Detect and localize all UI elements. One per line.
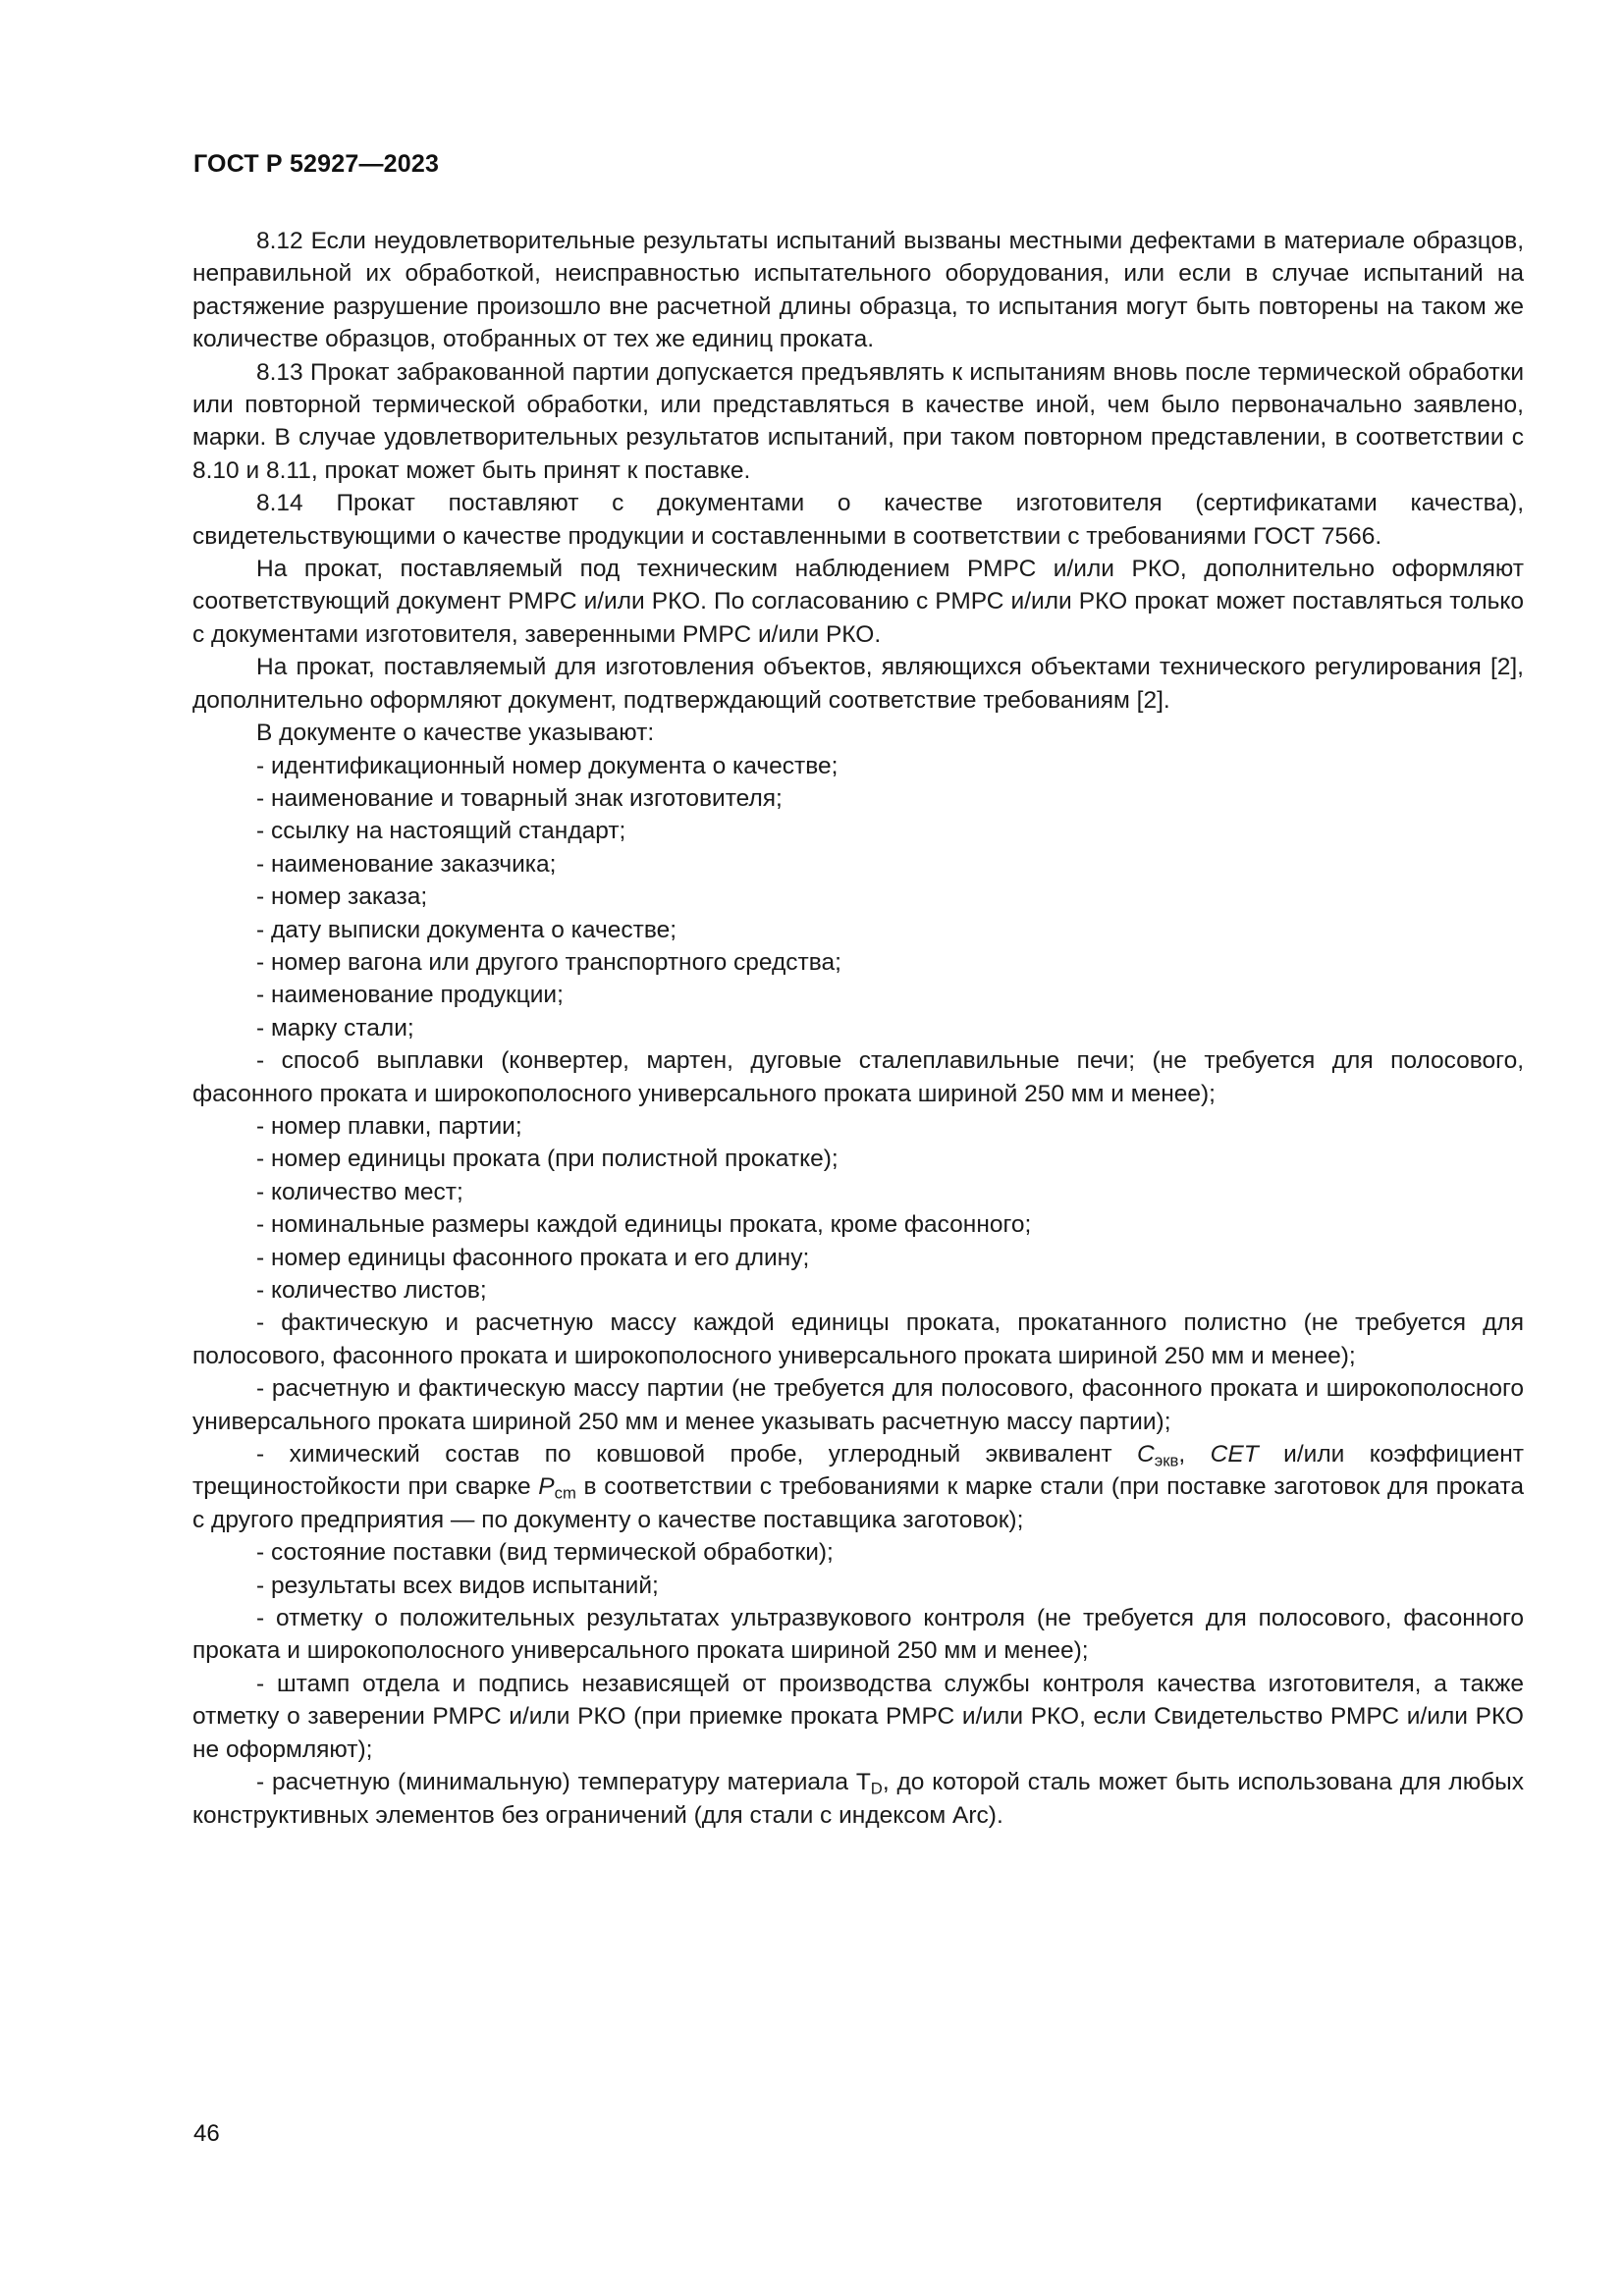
list-item: - номинальные размеры каждой единицы проката, кроме фасонного;: [256, 1211, 1032, 1239]
list-item: - наименование продукции;: [256, 982, 564, 1009]
list-item: - номер единицы фасонного проката и его длину;: [256, 1244, 810, 1271]
carbon-equivalent-symbol: С: [1137, 1441, 1155, 1468]
list-item: - результаты всех видов испытаний;: [256, 1572, 659, 1599]
list-item: - номер единицы проката (при полистной прокатке);: [256, 1146, 839, 1173]
pcm-subscript: cm: [554, 1484, 576, 1504]
clause-8-13: 8.13 Прокат забракованной партии допускается предъявлять к испытаниям вновь после термической обработки или повторной термической обработки, или представляться в качестве иной, чем было первоначально заявлено, марки. В случае удовлетворительных результатов испытаний, при таком повторном представлении, в соответствии с 8.10 и 8.11, прокат может быть принят к поставке.: [192, 358, 1524, 484]
temperature-subscript: D: [870, 1779, 883, 1798]
paragraph-rmrs-supervision: На прокат, поставляемый под техническим наблюдением РМРС и/или РКО, дополнительно оформляют соответствующий документ РМРС и/или РКО. По согласованию с РМРС и/или РКО прокат может поставляться только с документами изготовителя, заверенными РМРС и/или РКО.: [192, 556, 1524, 648]
list-item: - наименование заказчика;: [256, 850, 557, 878]
list-item: - фактическую и расчетную массу каждой единицы проката, прокатанного полистно (не требуется для полосового, фасонного проката и широкополосного универсального проката шириной 250 мм и менее);: [192, 1309, 1524, 1369]
list-item: - состояние поставки (вид термической обработки);: [256, 1539, 834, 1567]
list-item: - наименование и товарный знак изготовителя;: [256, 784, 783, 812]
list-item: - идентификационный номер документа о качестве;: [256, 752, 839, 779]
carbon-equivalent-subscript: экв: [1154, 1451, 1179, 1470]
list-item: - номер заказа;: [256, 883, 428, 911]
list-item: - способ выплавки (конвертер, мартен, дуговые сталеплавильные печи; (не требуется для полосового, фасонного проката и широкополосного универсального проката шириной 250 мм и менее);: [192, 1047, 1524, 1107]
list-item: - количество мест;: [256, 1178, 463, 1205]
chem-text-3: и/или коэффициент трещиностойкости при сварке: [192, 1441, 1524, 1501]
list-item: - штамп отдела и подпись независящей от производства службы контроля качества изготовителя, а также отметку о заверении РМРС и/или РКО (при приемке проката РМРС и/или РКО, если Свидетельство РМРС и/или РКО не оформляют);: [192, 1670, 1524, 1763]
pcm-symbol: P: [538, 1473, 555, 1501]
list-item: - ссылку на настоящий стандарт;: [256, 818, 626, 845]
list-item: - отметку о положительных результатах ультразвукового контроля (не требуется для полосового, фасонного проката и широкополосного универсального проката шириной 250 мм и менее);: [192, 1605, 1524, 1665]
list-item-chemical-composition: [192, 1438, 1524, 1536]
chem-text-2: ,: [1178, 1441, 1211, 1468]
document-code-header: ГОСТ Р 52927—2023: [193, 150, 440, 178]
clause-8-12: 8.12 Если неудовлетворительные результаты испытаний вызваны местными дефектами в материале образцов, неправильной их обработкой, неисправностью испытательного оборудования, или если в случае испытаний на растяжение разрушение произошло вне расчетной длины образца, то испытания могут быть повторены на таком же количестве образцов, отобранных от тех же единиц проката.: [192, 228, 1524, 353]
clause-8-14: 8.14 Прокат поставляют с документами о качестве изготовителя (сертификатами качества), свидетельствующими о качестве продукции и составленными в соответствии с требованиями ГОСТ 7566.: [192, 490, 1524, 550]
list-item: - марку стали;: [256, 1014, 414, 1041]
list-item: - номер вагона или другого транспортного средства;: [256, 948, 841, 976]
quality-document-intro: В документе о качестве указывают:: [256, 720, 655, 747]
chem-text-4: в соответствии с требованиями к марке стали (при поставке заготовок для проката с другого предприятия — по документу о качестве поставщика заготовок);: [192, 1473, 1524, 1533]
list-item: - номер плавки, партии;: [256, 1112, 522, 1140]
list-item: - количество листов;: [256, 1277, 487, 1304]
list-item: - дату выписки документа о качестве;: [256, 916, 677, 943]
temp-text-2: , до которой сталь может быть использована для любых конструктивных элементов без ограничений (для стали с индексом Arc).: [192, 1769, 1524, 1829]
list-item: - расчетную и фактическую массу партии (не требуется для полосового, фасонного проката и широкополосного универсального проката шириной 250 мм и менее указывать расчетную массу партии);: [192, 1375, 1524, 1435]
chem-text-1: - химический состав по ковшовой пробе, углеродный эквивалент: [256, 1441, 1138, 1468]
temp-text-1: - расчетную (минимальную) температуру материала T: [256, 1769, 871, 1796]
cet-symbol: CET: [1210, 1441, 1259, 1468]
page-number: 46: [193, 2120, 220, 2147]
paragraph-technical-regulation: На прокат, поставляемый для изготовления объектов, являющихся объектами технического регулирования [2], дополнительно оформляют документ, подтверждающий соответствие требованиям [2].: [192, 654, 1524, 714]
list-item-design-temperature: [192, 1766, 1524, 1832]
document-body: [192, 225, 1524, 1832]
